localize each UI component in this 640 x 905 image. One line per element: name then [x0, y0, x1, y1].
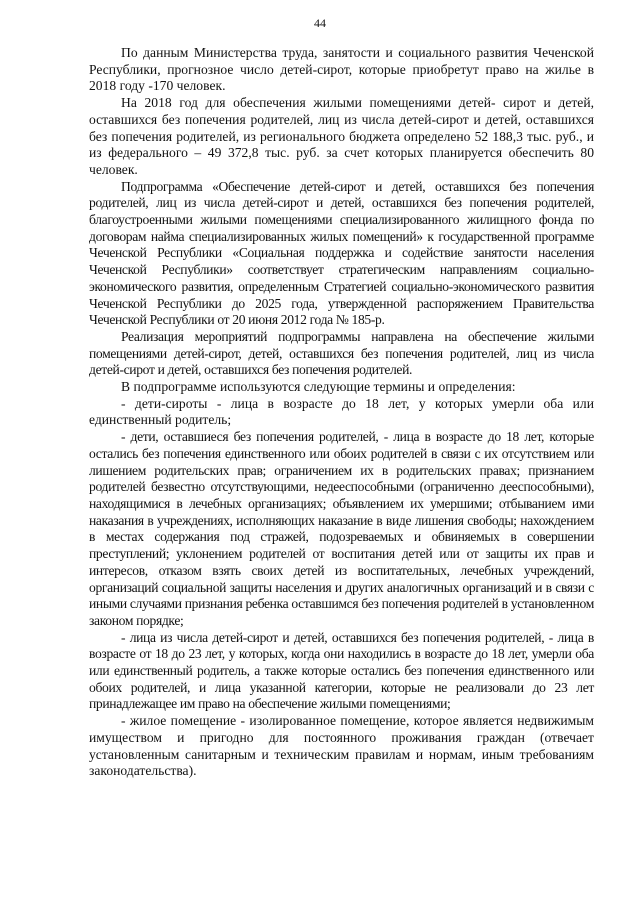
page-number: 44: [314, 16, 326, 30]
paragraph-subprogram-strategy: Подпрограмма «Обеспечение детей-сирот и детей, оставшихся без попечения родителей, лиц из числа детей-сирот и детей, оставшихся без попечения родителей, благоустроенными жилыми помещениями специализированного жилищного фонда по договорам найма специализированных жилых помещений» к государственной программе Чеченской Республики «Социальная поддержка и содействие занятости населения Чеченской Республики» соответствует стратегическим направлениям социально-экономического развития, определенным Стратегией социально-экономического развития Чеченской Республики до 2025 года, утвержденной распоряжением Правительства Чеченской Республики от 20 июня 2012 года № 185-р.: [89, 178, 594, 328]
definition-orphans: - дети-сироты - лица в возрасте до 18 лет, у которых умерли оба или единственный родитель;: [89, 395, 594, 428]
document-body: [89, 45, 594, 780]
definition-persons-from-orphans: - лица из числа детей-сирот и детей, оставшихся без попечения родителей, - лица в возрасте от 18 до 23 лет, у которых, когда они находились в возрасте до 18 лет, умерли оба или единственный родитель, а также которые остались без попечения единственного или обоих родителей, и лица указанной категории, которые не реализовали до 23 лет принадлежащее им право на обеспечение жилыми помещениями;: [89, 629, 594, 712]
definition-living-premises: - жилое помещение - изолированное помещение, которое является недвижимым имуществом и пригодно для постоянного проживания граждан (отвечает установленным санитарным и техническим правилам и нормам, иным требованиям законодательства).: [89, 713, 594, 779]
paragraph-subprogram-goal: Реализация мероприятий подпрограммы направлена на обеспечение жилыми помещениями детей-сирот, детей, оставшихся без попечения родителей, лиц из числа детей-сирот и детей, оставшихся без попечения родителей.: [89, 328, 594, 378]
paragraph-terms-intro: В подпрограмме используются следующие термины и определения:: [121, 379, 516, 395]
paragraph-budget-2018: На 2018 год для обеспечения жилыми помещениями детей- сирот и детей, оставшихся без попечения родителей, лиц из числа детей-сирот и детей, оставшихся без попечения родителей, из регионального бюджета определено 52 188,3 тыс. руб., и из федерального – 49 372,8 тыс. руб. за счет которых планируется обеспечить 80 человек.: [89, 95, 594, 177]
definition-children-without-care: - дети, оставшиеся без попечения родителей, - лица в возрасте до 18 лет, которые остались без попечения единственного или обоих родителей в связи с их отсутствием или лишением родительских прав; ограничением их в родительских правах; признанием родителей безвестно отсутствующими, недееспособными (ограниченно дееспособными), находящимися в лечебных организациях; объявлением их умершими; отбыванием ими наказания в учреждениях, исполняющих наказание в виде лишения свободы; нахождением в местах содержания под стражей, подозреваемых и обвиняемых в совершении преступлений; уклонением родителей от воспитания детей или от защиты их прав и интересов, отказом взять своих детей из воспитательных, лечебных учреждений, организаций социальной защиты населения и других аналогичных организаций и в связи с иными случаями признания ребенка оставшимся без попечения родителей в установленном законом порядке;: [89, 429, 594, 628]
paragraph-orphans-forecast: По данным Министерства труда, занятости и социального развития Чеченской Республики, прогнозное число детей-сирот, которые приобретут право на жилье в 2018 году -170 человек.: [89, 45, 594, 94]
